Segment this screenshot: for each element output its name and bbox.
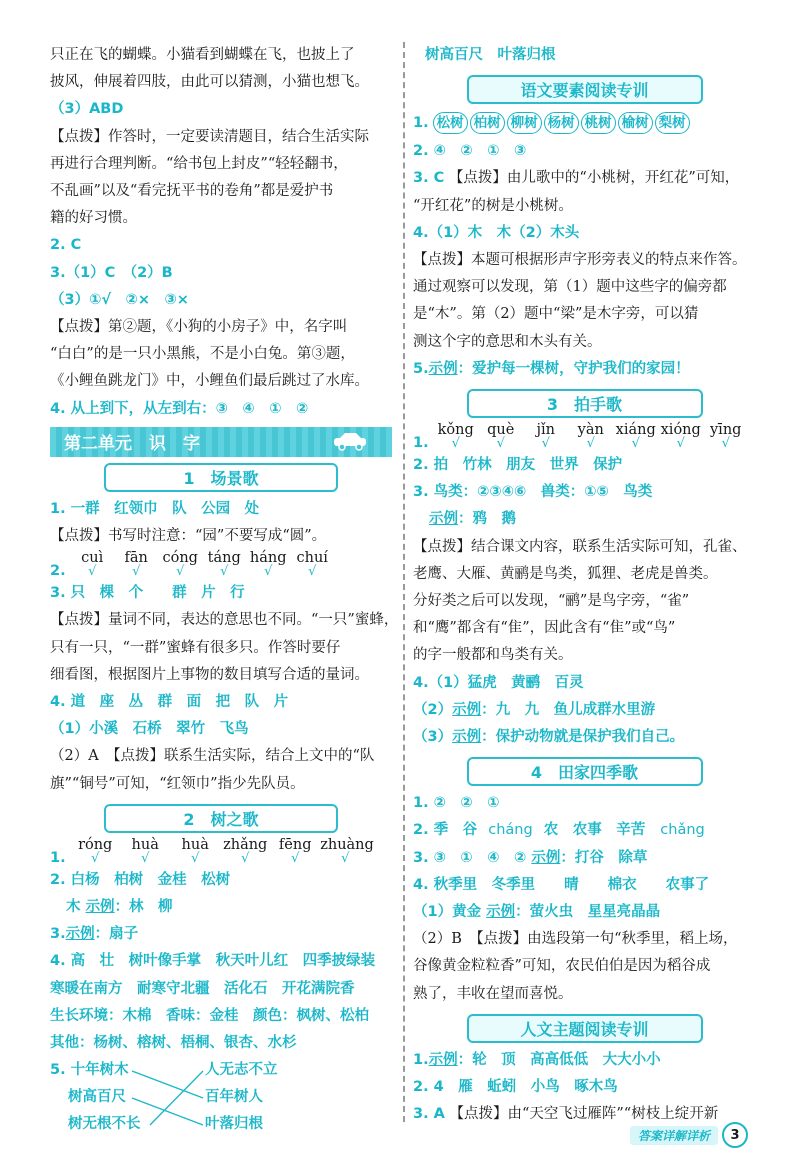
section-title-theme bbox=[467, 1014, 703, 1043]
text-line: 只正在飞的蝴蝶。小猫看到蝴蝶在飞，也披上了 bbox=[50, 47, 355, 63]
check-mark-icon: √ bbox=[308, 564, 317, 580]
check-mark-icon: √ bbox=[291, 850, 300, 866]
answer-line: 4.（1）猛虎 黄鹂 百灵 bbox=[413, 674, 584, 691]
text-line: 老鹰、大雁、黄鹂是鸟类，狐狸、老虎是兽类。 bbox=[413, 565, 718, 582]
question-number: 1. bbox=[413, 1051, 429, 1068]
answer-line: 其他：杨树、榕树、梧桐、银杏、水杉 bbox=[50, 1035, 297, 1052]
column-divider bbox=[403, 42, 405, 1122]
answer-line: 2. C bbox=[50, 237, 82, 254]
pinyin-text: chuí bbox=[296, 550, 328, 567]
tip-line: 【点拨】本题可根据形声字形旁表义的特点来作答。 bbox=[413, 252, 747, 269]
pinyin-text: huà bbox=[181, 836, 209, 853]
answer-line: 1. 一群 红领巾 队 公园 处 bbox=[50, 500, 260, 517]
pinyin-item bbox=[220, 837, 270, 865]
answer-line: 4.（1）木 木（2）木头 bbox=[413, 224, 580, 241]
question-number: 1. bbox=[50, 849, 66, 866]
tip-line: 【点拨】结合课文内容，联系生活实际可知，孔雀、 bbox=[413, 538, 747, 555]
text-line: 只有一只，“一群”蜜蜂有很多只。作答时要仔 bbox=[50, 639, 341, 656]
answer-line bbox=[413, 1047, 756, 1074]
match-left-2: 树高百尺 bbox=[68, 1089, 126, 1106]
text-line: 再进行合理判断。“给书包上封皮”“轻轻翻书， bbox=[50, 155, 348, 172]
pinyin-text: què bbox=[487, 422, 515, 439]
text-line: “白白”的是一只小黑熊，不是小白兔。第③题， bbox=[50, 346, 355, 363]
answer-line bbox=[413, 817, 756, 844]
pinyin-text: xióng bbox=[660, 422, 701, 439]
pinyin-text: xiáng bbox=[615, 422, 656, 439]
pinyin-text: táng bbox=[207, 550, 241, 567]
answer-line bbox=[413, 724, 756, 751]
text-line: 的字一般都和鸟类有关。 bbox=[413, 647, 573, 664]
pinyin-text: cóng bbox=[162, 550, 198, 567]
example-label: 示例 bbox=[452, 729, 482, 746]
match-right-1: 人无志不立 bbox=[205, 1062, 278, 1079]
section-title-text: 人文主题阅读专训 bbox=[520, 1019, 649, 1039]
lesson-title-2 bbox=[104, 804, 338, 833]
pinyin-item bbox=[478, 422, 523, 450]
answer-line: 树高百尺 叶落归根 bbox=[425, 47, 556, 63]
sub-number: （2） bbox=[413, 701, 453, 718]
pinyin-answer-line bbox=[50, 837, 392, 867]
lesson-title-text: 1 场景歌 bbox=[183, 468, 259, 488]
left-column bbox=[50, 42, 399, 1139]
question-number: 3. bbox=[50, 926, 66, 943]
text-line: 谷像黄金粒粒香”可知，农民伯伯是因为稻谷成 bbox=[413, 958, 711, 975]
check-mark-icon: √ bbox=[264, 564, 273, 580]
pinyin-item bbox=[613, 422, 658, 450]
answer-line: 4. 秋季里 冬季里 晴 棉衣 农事了 bbox=[413, 876, 710, 893]
answer-line: （3）①√ ②× ③× bbox=[50, 291, 189, 308]
unit-banner bbox=[50, 427, 392, 457]
section-title-text: 语文要素阅读专训 bbox=[520, 81, 649, 101]
example-label: 示例 bbox=[486, 904, 516, 921]
pinyin-item bbox=[568, 422, 613, 450]
pinyin-item bbox=[523, 422, 568, 450]
answer-line bbox=[50, 894, 392, 921]
example-label: 示例 bbox=[429, 511, 458, 528]
check-mark-icon: √ bbox=[176, 564, 185, 580]
question-number: 5. bbox=[413, 360, 429, 377]
pinyin-text: chǎng bbox=[660, 822, 705, 839]
pinyin-item bbox=[246, 550, 290, 578]
pinyin-item bbox=[114, 550, 158, 578]
tip-line: 【点拨】书写时注意：“园”不要写成“圆”。 bbox=[50, 528, 327, 545]
answer-line bbox=[413, 356, 756, 383]
pinyin-item bbox=[120, 837, 170, 865]
pinyin-answer-line bbox=[50, 550, 392, 580]
text-line: 分好类之后可以发现，“鹂”是鸟字旁，“雀” bbox=[413, 593, 690, 610]
match-left-1: 5. 十年树木 bbox=[50, 1062, 129, 1079]
tip-line bbox=[413, 165, 756, 192]
pinyin-group bbox=[433, 422, 748, 452]
answer-text: 农 农事 辛苦 bbox=[543, 822, 646, 839]
pinyin-item bbox=[170, 837, 220, 865]
example-label: 示例 bbox=[428, 360, 458, 377]
pinyin-item bbox=[290, 550, 334, 578]
pinyin-text: fān bbox=[124, 550, 148, 567]
circled-answer: 柳树 bbox=[507, 112, 542, 134]
answer-text: ：萤火虫 星星亮晶晶 bbox=[515, 904, 661, 921]
match-right-3: 叶落归根 bbox=[205, 1116, 263, 1133]
page-number: 3 bbox=[722, 1122, 748, 1148]
answer-text: （1）黄金 bbox=[413, 904, 482, 921]
check-mark-icon: √ bbox=[541, 436, 550, 452]
pinyin-item bbox=[658, 422, 703, 450]
text-line: 和“鹰”都含有“隹”，因此含有“隹”或“鸟” bbox=[413, 620, 676, 637]
answer-line: 生长环境：木棉 香味：金桂 颜色：枫树、松柏 bbox=[50, 1007, 369, 1024]
tip-text: 【点拨】由“天空飞过雁阵”“树枝上绽开新 bbox=[449, 1106, 719, 1123]
answer-line: 2. 拍 竹林 朋友 世界 保护 bbox=[413, 457, 623, 474]
text-line: 通过观察可以发现，第（1）题中这些字的偏旁都 bbox=[413, 279, 727, 296]
lesson-title-1 bbox=[104, 463, 338, 492]
answer-line: 4. 从上到下，从左到右：③ ④ ① ② bbox=[50, 400, 309, 417]
pinyin-item bbox=[202, 550, 246, 578]
answer-text: 2. 季 谷 bbox=[413, 822, 478, 839]
pinyin-item bbox=[158, 550, 202, 578]
unit-title: 第二单元 识 字 bbox=[64, 434, 200, 455]
text-line: 是“木”。第（2）题中“梁”是木字旁，可以猜 bbox=[413, 306, 699, 323]
lesson-title-3 bbox=[467, 389, 703, 418]
check-mark-icon: √ bbox=[88, 564, 97, 580]
answer-text: ：九 九 鱼儿成群水里游 bbox=[481, 701, 656, 718]
pinyin-text: zhuàng bbox=[320, 836, 374, 853]
pinyin-item bbox=[70, 550, 114, 578]
tip-line: （2）B 【点拨】由选段第一句“秋季里，稻上场， bbox=[413, 931, 738, 948]
answer-line: 3. 只 棵 个 群 片 行 bbox=[50, 585, 245, 602]
pinyin-text: cháng bbox=[488, 822, 533, 839]
check-mark-icon: √ bbox=[586, 436, 595, 452]
answer-text: 3. A bbox=[413, 1106, 445, 1123]
pinyin-text: jǐn bbox=[536, 422, 555, 439]
answer-line: 2. ④ ② ① ③ bbox=[413, 143, 527, 160]
check-mark-icon: √ bbox=[451, 436, 460, 452]
pinyin-text: háng bbox=[249, 550, 287, 567]
answer-text: 3. ③ ① ④ ② bbox=[413, 849, 527, 866]
chip-answer-line bbox=[413, 108, 756, 138]
example-label: 示例 bbox=[531, 849, 561, 866]
chip-group bbox=[433, 110, 692, 137]
match-right-2: 百年树人 bbox=[205, 1089, 263, 1106]
pinyin-text: yīng bbox=[709, 422, 742, 439]
text-line: 熟了，丰收在望而喜悦。 bbox=[413, 985, 573, 1002]
circled-answer: 梨树 bbox=[655, 112, 690, 134]
pinyin-item bbox=[320, 836, 374, 866]
sub-number: （3） bbox=[413, 729, 453, 746]
page-footer bbox=[630, 1124, 748, 1146]
answer-text: 木 bbox=[66, 899, 81, 916]
pinyin-item bbox=[270, 837, 320, 865]
check-mark-icon: √ bbox=[341, 850, 350, 866]
check-mark-icon: √ bbox=[631, 436, 640, 452]
answer-line bbox=[50, 921, 392, 948]
text-line: 披风，伸展着四肢，由此可以猜测，小猫也想飞。 bbox=[50, 74, 369, 91]
answer-text: 3. C bbox=[413, 170, 445, 187]
answer-text: ：保护动物就是保护我们自己。 bbox=[481, 729, 685, 746]
answer-text: ：鸦 鹅 bbox=[458, 511, 516, 528]
answer-line: 寒暖在南方 耐寒守北疆 活化石 开花满院香 bbox=[50, 980, 355, 997]
pinyin-group bbox=[70, 836, 374, 866]
check-mark-icon: √ bbox=[141, 850, 150, 866]
tip-text: 【点拨】由儿歌中的“小桃树，开红花”可知， bbox=[448, 170, 740, 187]
answer-line: 1. ② ② ① bbox=[413, 795, 500, 812]
tip-line: （2）A 【点拨】联系生活实际，结合上文中的“队 bbox=[50, 748, 375, 765]
tip-line: 【点拨】第②题，《小狗的小房子》中，名字叫 bbox=[50, 319, 348, 336]
text-line: 不乱画”以及“看完抚平书的卷角”都是爱护书 bbox=[50, 183, 334, 200]
answer-line: 2. 白杨 柏树 金桂 松树 bbox=[50, 871, 231, 888]
example-label: 示例 bbox=[452, 701, 482, 718]
pinyin-group bbox=[70, 550, 334, 580]
answer-line bbox=[413, 899, 756, 926]
lesson-title-4 bbox=[467, 757, 703, 786]
circled-answer: 松树 bbox=[433, 112, 468, 134]
example-label: 示例 bbox=[65, 926, 95, 943]
check-mark-icon: √ bbox=[191, 850, 200, 866]
answer-line: （3）ABD bbox=[50, 101, 124, 118]
text-line: “开红花”的树是小桃树。 bbox=[413, 197, 573, 214]
matching-exercise bbox=[50, 1057, 392, 1139]
pinyin-item bbox=[703, 422, 748, 450]
circled-answer: 杨树 bbox=[544, 112, 579, 134]
answer-text: ：扇子 bbox=[94, 926, 139, 943]
check-mark-icon: √ bbox=[241, 850, 250, 866]
circled-answer: 桃树 bbox=[581, 112, 616, 134]
check-mark-icon: √ bbox=[91, 850, 100, 866]
text-line: 测这个字的意思和木头有关。 bbox=[413, 333, 602, 350]
pinyin-item bbox=[70, 837, 120, 865]
lesson-title-text: 2 树之歌 bbox=[183, 809, 259, 829]
footer-label: 答案详解详析 bbox=[630, 1126, 718, 1145]
car-icon bbox=[330, 431, 370, 451]
match-left-3: 树无根不长 bbox=[68, 1116, 141, 1133]
example-label: 示例 bbox=[428, 1051, 458, 1068]
pinyin-text: fēng bbox=[278, 836, 312, 853]
lesson-title-text: 4 田家四季歌 bbox=[530, 763, 639, 783]
answer-text: ：打谷 除草 bbox=[560, 849, 648, 866]
answer-line bbox=[413, 697, 756, 724]
question-number: 2. bbox=[50, 563, 66, 580]
tip-line: 【点拨】量词不同，表达的意思也不同。“一只”蜜蜂， bbox=[50, 612, 399, 629]
pinyin-text: yàn bbox=[577, 422, 604, 439]
answer-line: 2. 4 雁 蚯蚓 小鸟 啄木鸟 bbox=[413, 1079, 618, 1096]
pinyin-text: kǒng bbox=[437, 422, 474, 439]
text-line: 籍的好习惯。 bbox=[50, 210, 137, 227]
circled-answer: 榆树 bbox=[618, 112, 653, 134]
check-mark-icon: √ bbox=[496, 436, 505, 452]
answer-text: ：轮 顶 高高低低 大大小小 bbox=[457, 1051, 661, 1068]
answer-text: ：爱护每一棵树，守护我们的家园！ bbox=[457, 360, 690, 377]
question-number: 1. bbox=[413, 435, 429, 452]
answer-text: ：林 柳 bbox=[114, 899, 173, 916]
answer-line: （1）小溪 石桥 翠竹 飞鸟 bbox=[50, 721, 249, 738]
text-line: 《小鲤鱼跳龙门》中，小鲤鱼们最后跳过了水库。 bbox=[50, 373, 369, 390]
example-label: 示例 bbox=[85, 899, 115, 916]
lesson-title-text: 3 拍手歌 bbox=[546, 395, 623, 415]
pinyin-text: huà bbox=[131, 836, 159, 853]
check-mark-icon: √ bbox=[132, 564, 141, 580]
text-line: 细看图，根据图片上事物的数目填写合适的量词。 bbox=[50, 666, 369, 683]
circled-answer: 柏树 bbox=[470, 112, 505, 134]
pinyin-text: cuì bbox=[81, 550, 104, 567]
tip-line: 【点拨】作答时，一定要读清题目，结合生活实际 bbox=[50, 128, 369, 145]
check-mark-icon: √ bbox=[676, 436, 685, 452]
pinyin-item bbox=[433, 422, 478, 450]
answer-line: 3. 鸟类：②③④⑥ 兽类：①⑤ 鸟类 bbox=[413, 484, 653, 501]
question-number: 1. bbox=[413, 114, 429, 131]
answer-line: 3.（1）C （2）B bbox=[50, 264, 173, 281]
check-mark-icon: √ bbox=[220, 564, 229, 580]
answer-line bbox=[413, 506, 756, 533]
match-lines bbox=[50, 1057, 392, 1139]
pinyin-text: róng bbox=[78, 836, 113, 853]
right-column bbox=[413, 42, 756, 1129]
text-line: 旗”“铜号”可知，“红领巾”指少先队员。 bbox=[50, 775, 305, 792]
answer-line bbox=[413, 845, 756, 872]
check-mark-icon: √ bbox=[721, 436, 730, 452]
answer-line: 4. 高 壮 树叶像手掌 秋天叶儿红 四季披绿装 bbox=[50, 953, 376, 970]
pinyin-text: zhǎng bbox=[223, 836, 268, 853]
section-title-reading bbox=[467, 75, 703, 104]
pinyin-answer-line bbox=[413, 422, 756, 452]
answer-line: 4. 道 座 丛 群 面 把 队 片 bbox=[50, 694, 289, 711]
